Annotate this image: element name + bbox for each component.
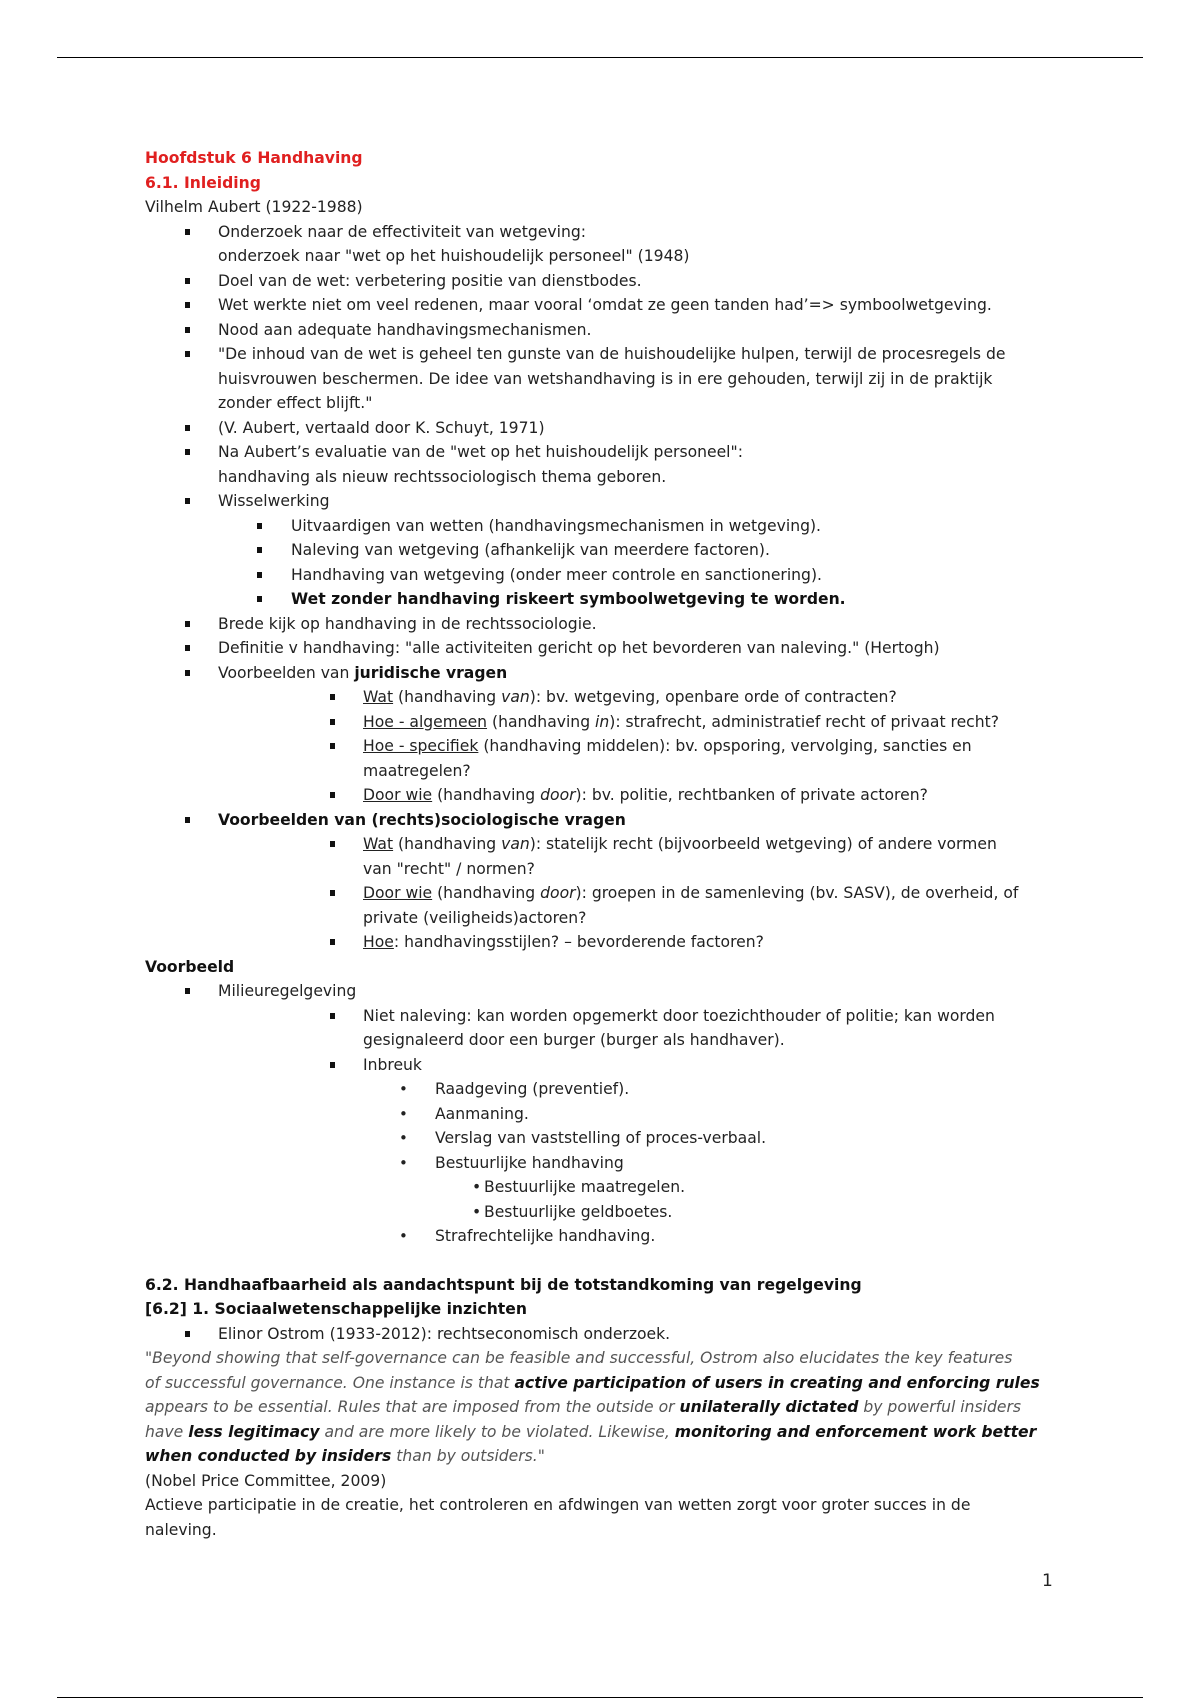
sub-list-item-continuation: gesignaleerd door een burger (burger als handhaver). [363, 1031, 785, 1049]
list-item-continuation: zonder effect blijft." [218, 394, 373, 412]
list-item-continuation: handhaving als nieuw rechtssociologisch thema geboren. [218, 467, 667, 486]
list-item: Wet werkte niet om veel redenen, maar vooral ‘omdat ze geen tanden had’=> symboolwetgeving. [145, 293, 1065, 318]
section-62-title: 6.2. Handhaafbaarheid als aandachtspunt bij de totstandkoming van regelgeving [145, 1275, 862, 1294]
ostrom-list [145, 1322, 1065, 1347]
sub-list-item: Wet zonder handhaving riskeert symboolwetgeving te worden. [145, 587, 1065, 612]
list-item: Nood aan adequate handhavingsmechanismen. [145, 318, 1065, 343]
inbreuk-item: • Aanmaning. [145, 1102, 1065, 1127]
question-item: Door wie (handhaving door): groepen in de samenleving (bv. SASV), de overheid, of [145, 881, 1065, 906]
question-item-continuation: maatregelen? [363, 761, 471, 780]
list-item: "De inhoud van de wet is geheel ten gunste van de huishoudelijke hulpen, terwijl de procesregels de [145, 342, 1065, 367]
list-item: Definitie v handhaving: "alle activiteiten gericht op het bevorderen van naleving." (Hertogh) [145, 636, 1065, 661]
list-item: Onderzoek naar de effectiviteit van wetgeving: [145, 220, 1065, 245]
page-number: 1 [1042, 1571, 1053, 1591]
intro-author: Vilhelm Aubert (1922-1988) [145, 198, 363, 216]
question-item: Hoe - algemeen (handhaving in): strafrecht, administratief recht of privaat recht? [145, 710, 1065, 735]
inbreuk-item: • Bestuurlijke handhaving [145, 1151, 1065, 1176]
jur-intro-bold: juridische vragen [354, 663, 508, 682]
spacer [145, 1249, 1065, 1273]
list-item: (V. Aubert, vertaald door K. Schuyt, 1971) [145, 416, 1065, 441]
jur-intro-prefix: Voorbeelden van [218, 663, 355, 682]
inbreuk-item: • Raadgeving (preventief). [145, 1077, 1065, 1102]
quote-citation: (Nobel Price Committee, 2009) [145, 1471, 387, 1490]
list-item: Doel van de wet: verbetering positie van dienstbodes. [145, 269, 1065, 294]
footer-rule [57, 1697, 1143, 1698]
list-item-sociologische-vragen: Voorbeelden van (rechts)sociologische vragen [145, 808, 1065, 833]
chapter-title: Hoofdstuk 6 Handhaving [145, 149, 363, 167]
question-item: Wat (handhaving van): statelijk recht (bijvoorbeeld wetgeving) of andere vormen [145, 832, 1065, 857]
closing-paragraph: Actieve participatie in de creatie, het controleren en afdwingen van wetten zorgt voor groter succes in de naleving. [145, 1496, 971, 1539]
question-item: Wat (handhaving van): bv. wetgeving, openbare orde of contracten? [145, 685, 1065, 710]
bestuur-item: • Bestuurlijke maatregelen. [145, 1175, 1065, 1200]
header-rule [57, 57, 1143, 58]
sub-list-item: Niet naleving: kan worden opgemerkt door toezichthouder of politie; kan worden [145, 1004, 1065, 1029]
question-item: Hoe - specifiek (handhaving middelen): bv. opsporing, vervolging, sancties en [145, 734, 1065, 759]
bullet-list-intro [145, 220, 1065, 955]
list-item-continuation: huisvrouwen beschermen. De idee van wetshandhaving is in ere gehouden, terwijl zij in de praktijk [218, 369, 993, 388]
voorbeeld-heading: Voorbeeld [145, 957, 235, 976]
document-page [145, 146, 1065, 1542]
list-item: Na Aubert’s evaluatie van de "wet op het huishoudelijk personeel": [145, 440, 1065, 465]
sub-list-item: Inbreuk [145, 1053, 1065, 1078]
question-item: Door wie (handhaving door): bv. politie, rechtbanken of private actoren? [145, 783, 1065, 808]
list-item-continuation: onderzoek naar "wet op het huishoudelijk personeel" (1948) [218, 247, 690, 265]
section-62-subtitle: [6.2] 1. Sociaalwetenschappelijke inzichten [145, 1300, 527, 1318]
list-item: Elinor Ostrom (1933-2012): rechtseconomisch onderzoek. [145, 1322, 1065, 1347]
question-item-continuation: van "recht" / normen? [363, 859, 535, 878]
sub-list-item: Naleving van wetgeving (afhankelijk van meerdere factoren). [145, 538, 1065, 563]
sub-list-item: Handhaving van wetgeving (onder meer controle en sanctionering). [145, 563, 1065, 588]
voorbeeld-list [145, 979, 1065, 1249]
sub-list-item: Uitvaardigen van wetten (handhavingsmechanismen in wetgeving). [145, 514, 1065, 539]
question-item-continuation: private (veiligheids)actoren? [363, 908, 587, 927]
inbreuk-item: • Verslag van vaststelling of proces-verbaal. [145, 1126, 1065, 1151]
inbreuk-item: • Strafrechtelijke handhaving. [145, 1224, 1065, 1249]
list-item: Milieuregelgeving [145, 979, 1065, 1004]
bestuur-item: • Bestuurlijke geldboetes. [145, 1200, 1065, 1225]
section-title: 6.1. Inleiding [145, 173, 261, 192]
list-item-juridische-vragen [145, 661, 1065, 686]
ostrom-quote: "Beyond showing that self-governance can be feasible and successful, Ostrom also elucidates the key features of successful governance. One instance is that active participation of users in creating and enforcing rules appears to be essential. Rules that are imposed from the outside or unilaterally dictated by powerful insiders have less legitimacy and are more likely to be violated. Likewise, monitoring and enforcement work better when conducted by insiders than by outsiders." [145, 1349, 1040, 1465]
list-item: Brede kijk op handhaving in de rechtssociologie. [145, 612, 1065, 637]
question-item: Hoe: handhavingsstijlen? – bevorderende factoren? [145, 930, 1065, 955]
list-item: Wisselwerking [145, 489, 1065, 514]
